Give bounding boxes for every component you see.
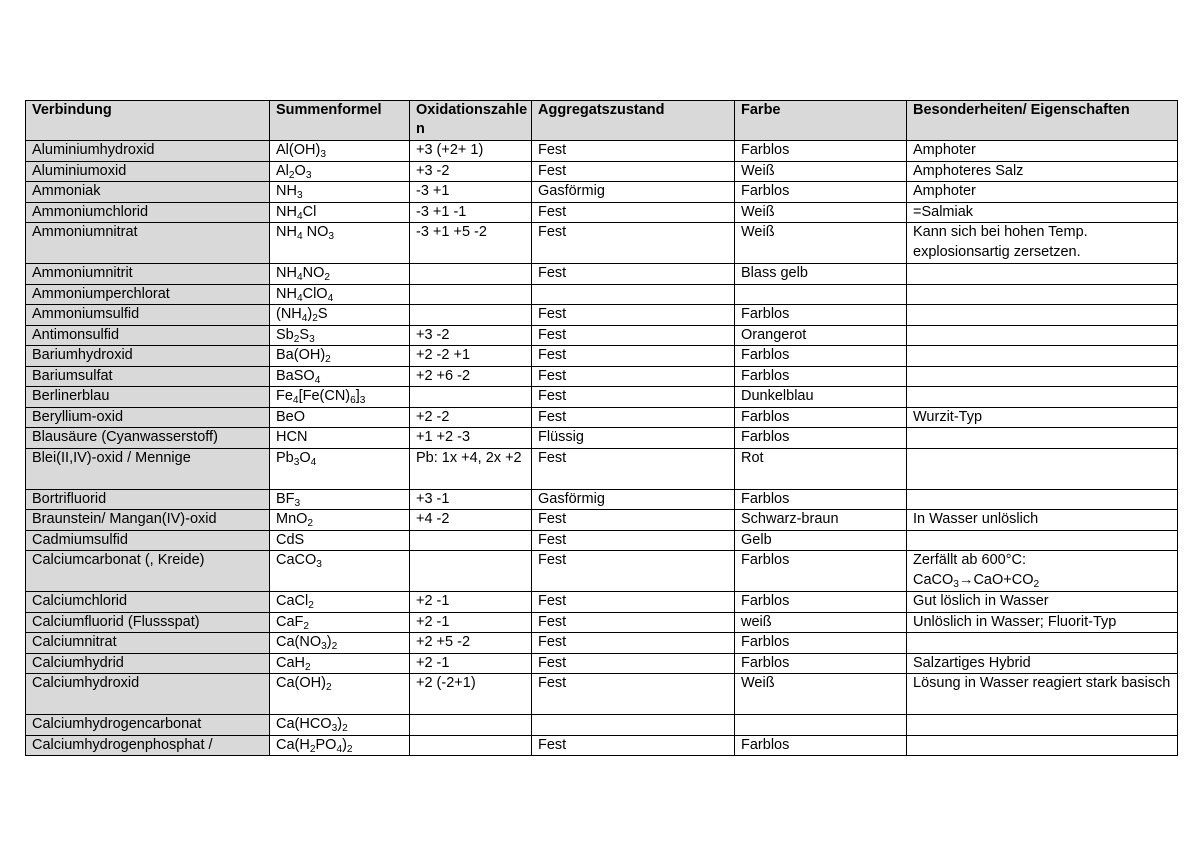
- cell-summenformel: [270, 489, 410, 510]
- cell-farbe: Blass gelb: [735, 264, 907, 285]
- cell-summenformel: [270, 387, 410, 408]
- formula-subscript: 2: [325, 354, 331, 366]
- cell-verbindung: Antimonsulfid: [26, 325, 270, 346]
- cell-farbe: Farblos: [735, 592, 907, 613]
- reaction-arrow-icon: →: [958, 571, 974, 588]
- cell-farbe: Farblos: [735, 489, 907, 510]
- formula-subscript: 4: [296, 231, 303, 243]
- compound-table: [25, 100, 1178, 756]
- cell-oxidationszahlen: -3 +1 +5 -2: [410, 223, 532, 264]
- formula-part: Ca(OH): [276, 675, 326, 691]
- table-row: [26, 366, 1178, 387]
- table-row: [26, 161, 1178, 182]
- cell-farbe: Schwarz-braun: [735, 510, 907, 531]
- cell-besonderheiten: Kann sich bei hohen Temp. explosionsartig zersetzen.: [907, 223, 1178, 264]
- cell-verbindung: Cadmiumsulfid: [26, 530, 270, 551]
- cell-besonderheiten: [907, 284, 1178, 305]
- cell-aggregatszustand: Fest: [532, 407, 735, 428]
- cell-besonderheiten: [907, 551, 1178, 592]
- cell-aggregatszustand: Fest: [532, 141, 735, 162]
- table-row: [26, 202, 1178, 223]
- table-row: [26, 305, 1178, 326]
- formula-part: ): [337, 716, 343, 732]
- formula-part: PO: [315, 736, 337, 753]
- table-body: [26, 141, 1178, 756]
- cell-aggregatszustand: Fest: [532, 161, 735, 182]
- cell-oxidationszahlen: +3 -2: [410, 161, 532, 182]
- table-row: [26, 428, 1178, 449]
- formula-part: CaCO: [276, 552, 317, 568]
- formula-subscript: 3: [305, 169, 312, 181]
- formula-subscript: 3: [294, 497, 301, 509]
- cell-oxidationszahlen: -3 +1: [410, 182, 532, 203]
- formula-part: Al(OH): [276, 142, 321, 158]
- cell-farbe: Rot: [735, 448, 907, 489]
- formula-part: Ca(HCO: [276, 716, 332, 732]
- cell-summenformel: [270, 202, 410, 223]
- cell-aggregatszustand: Fest: [532, 448, 735, 489]
- notes-line: Zerfällt ab 600°C:: [913, 552, 1026, 568]
- cell-besonderheiten: [907, 387, 1178, 408]
- table-row: [26, 653, 1178, 674]
- formula-subscript: 2: [346, 743, 353, 755]
- formula-part: NO: [302, 224, 329, 240]
- formula-part: ): [307, 306, 313, 322]
- cell-summenformel: [270, 305, 410, 326]
- formula-part: Ca(H: [276, 736, 310, 753]
- header-aggregatszustand: Aggregatszustand: [532, 101, 735, 141]
- cell-oxidationszahlen: +3 -2: [410, 325, 532, 346]
- cell-oxidationszahlen: +3 (+2+ 1): [410, 141, 532, 162]
- cell-farbe: Farblos: [735, 633, 907, 654]
- cell-besonderheiten: Salzartiges Hybrid: [907, 653, 1178, 674]
- cell-besonderheiten: [907, 715, 1178, 736]
- cell-oxidationszahlen: -3 +1 -1: [410, 202, 532, 223]
- header-besonderheiten: Besonderheiten/ Eigenschaften: [907, 101, 1178, 141]
- cell-aggregatszustand: Flüssig: [532, 428, 735, 449]
- cell-verbindung: Beryllium-oxid: [26, 407, 270, 428]
- formula-subscript: 4: [314, 374, 321, 386]
- cell-besonderheiten: [907, 366, 1178, 387]
- formula-part: Al: [276, 162, 289, 179]
- formula-subscript: 2: [309, 743, 316, 755]
- table-row: [26, 612, 1178, 633]
- cell-besonderheiten: [907, 735, 1178, 756]
- formula-part: CaH: [276, 654, 306, 671]
- cell-summenformel: [270, 551, 410, 592]
- formula-subscript: 2: [305, 661, 311, 673]
- cell-aggregatszustand: Fest: [532, 223, 735, 264]
- cell-besonderheiten: =Salmiak: [907, 202, 1178, 223]
- cell-besonderheiten: [907, 325, 1178, 346]
- formula-part: ]: [355, 388, 360, 404]
- cell-summenformel: [270, 735, 410, 756]
- cell-farbe: weiß: [735, 612, 907, 633]
- cell-farbe: Weiß: [735, 223, 907, 264]
- table-row: [26, 530, 1178, 551]
- cell-farbe: Farblos: [735, 182, 907, 203]
- cell-aggregatszustand: Fest: [532, 202, 735, 223]
- cell-besonderheiten: Amphoter: [907, 182, 1178, 203]
- formula-subscript: 4: [310, 456, 317, 468]
- cell-farbe: Orangerot: [735, 325, 907, 346]
- formula-part: Ca(NO: [276, 634, 322, 650]
- cell-oxidationszahlen: [410, 305, 532, 326]
- formula-subscript: 2: [324, 272, 330, 284]
- formula-part: (NH: [276, 306, 302, 322]
- table-row: [26, 264, 1178, 285]
- document-page: [25, 100, 1177, 756]
- formula-part: O: [294, 162, 306, 179]
- cell-summenformel: [270, 223, 410, 264]
- cell-farbe: Dunkelblau: [735, 387, 907, 408]
- formula-subscript: 2: [308, 600, 314, 612]
- formula-subscript: 2: [312, 313, 318, 325]
- table-row: [26, 735, 1178, 756]
- cell-verbindung: Calciumchlorid: [26, 592, 270, 613]
- table-row: [26, 551, 1178, 592]
- cell-farbe: Farblos: [735, 428, 907, 449]
- cell-besonderheiten: [907, 448, 1178, 489]
- cell-oxidationszahlen: [410, 264, 532, 285]
- cell-besonderheiten: Gut löslich in Wasser: [907, 592, 1178, 613]
- cell-aggregatszustand: Fest: [532, 387, 735, 408]
- formula-subscript: 3: [359, 395, 366, 407]
- formula-subscript: 2: [325, 682, 332, 694]
- table-row: [26, 223, 1178, 264]
- cell-oxidationszahlen: +4 -2: [410, 510, 532, 531]
- table-row: [26, 489, 1178, 510]
- formula-part: ): [342, 736, 347, 753]
- formula-part: CaF: [276, 613, 304, 630]
- cell-summenformel: [270, 715, 410, 736]
- formula-subscript: 4: [336, 743, 343, 755]
- cell-farbe: Weiß: [735, 161, 907, 182]
- cell-farbe: Weiß: [735, 674, 907, 715]
- cell-aggregatszustand: Fest: [532, 510, 735, 531]
- cell-verbindung: Ammoniumnitrit: [26, 264, 270, 285]
- cell-besonderheiten: [907, 346, 1178, 367]
- formula-subscript: 4: [327, 292, 334, 304]
- formula-part: CaCO: [913, 571, 954, 588]
- cell-aggregatszustand: Fest: [532, 346, 735, 367]
- cell-oxidationszahlen: +2 -2 +1: [410, 346, 532, 367]
- formula-subscript: 3: [296, 190, 303, 202]
- cell-farbe: Farblos: [735, 141, 907, 162]
- formula-subscript: 3: [309, 333, 315, 345]
- formula-part: CdS: [276, 531, 305, 548]
- formula-subscript: 2: [288, 169, 295, 181]
- cell-summenformel: [270, 161, 410, 182]
- formula-subscript: 2: [331, 641, 338, 653]
- cell-besonderheiten: Amphoteres Salz: [907, 161, 1178, 182]
- cell-summenformel: [270, 653, 410, 674]
- table-row: [26, 448, 1178, 489]
- table-row: [26, 592, 1178, 613]
- cell-verbindung: Ammoniumperchlorat: [26, 284, 270, 305]
- cell-summenformel: [270, 407, 410, 428]
- cell-oxidationszahlen: [410, 551, 532, 592]
- cell-oxidationszahlen: +2 +5 -2: [410, 633, 532, 654]
- formula-part: BaSO: [276, 367, 315, 384]
- cell-besonderheiten: [907, 264, 1178, 285]
- header-row: [26, 101, 1178, 141]
- formula-part: Sb: [276, 326, 294, 343]
- cell-besonderheiten: Wurzit-Typ: [907, 407, 1178, 428]
- formula-subscript: 2: [342, 723, 348, 735]
- cell-aggregatszustand: Gasförmig: [532, 489, 735, 510]
- cell-farbe: Farblos: [735, 551, 907, 592]
- cell-oxidationszahlen: +2 -2: [410, 407, 532, 428]
- formula-part: NO: [302, 265, 325, 281]
- cell-farbe: Farblos: [735, 366, 907, 387]
- cell-summenformel: [270, 592, 410, 613]
- formula-subscript: 3: [331, 723, 338, 735]
- cell-verbindung: Aluminiumhydroxid: [26, 141, 270, 162]
- cell-besonderheiten: [907, 530, 1178, 551]
- cell-verbindung: Braunstein/ Mangan(IV)-oxid: [26, 510, 270, 531]
- cell-oxidationszahlen: +2 -1: [410, 592, 532, 613]
- cell-besonderheiten: Amphoter: [907, 141, 1178, 162]
- cell-verbindung: Bortrifluorid: [26, 489, 270, 510]
- formula-subscript: 3: [320, 149, 326, 161]
- cell-verbindung: Calciumhydrogencarbonat: [26, 715, 270, 736]
- formula-part: CaCl: [276, 593, 309, 609]
- formula-subscript: 4: [301, 313, 308, 325]
- table-row: [26, 387, 1178, 408]
- formula-part: ClO: [302, 285, 328, 302]
- cell-aggregatszustand: [532, 284, 735, 305]
- cell-summenformel: [270, 428, 410, 449]
- cell-summenformel: [270, 284, 410, 305]
- cell-oxidationszahlen: +1 +2 -3: [410, 428, 532, 449]
- formula-subscript: 4: [296, 210, 303, 222]
- cell-oxidationszahlen: +2 -1: [410, 653, 532, 674]
- cell-besonderheiten: [907, 305, 1178, 326]
- cell-verbindung: Bariumhydroxid: [26, 346, 270, 367]
- cell-verbindung: Aluminiumoxid: [26, 161, 270, 182]
- cell-farbe: [735, 284, 907, 305]
- cell-aggregatszustand: Fest: [532, 735, 735, 756]
- table-row: [26, 346, 1178, 367]
- formula-part: O: [299, 449, 311, 466]
- cell-verbindung: Calciumnitrat: [26, 633, 270, 654]
- cell-verbindung: Ammoniumsulfid: [26, 305, 270, 326]
- formula-subscript: 3: [953, 578, 959, 590]
- formula-part: S: [317, 306, 328, 322]
- cell-verbindung: Ammoniak: [26, 182, 270, 203]
- formula-part: NH: [276, 224, 297, 240]
- formula-part: Fe: [276, 388, 293, 404]
- cell-besonderheiten: In Wasser unlöslich: [907, 510, 1178, 531]
- cell-farbe: [735, 715, 907, 736]
- header-verbindung: Verbindung: [26, 101, 270, 141]
- cell-besonderheiten: Lösung in Wasser reagiert stark basisch: [907, 674, 1178, 715]
- formula-part: Ba(OH): [276, 347, 326, 363]
- cell-farbe: Farblos: [735, 735, 907, 756]
- formula-subscript: 6: [350, 395, 356, 407]
- formula-part: ): [326, 634, 332, 650]
- formula-part: HCN: [276, 429, 308, 445]
- cell-oxidationszahlen: [410, 735, 532, 756]
- cell-oxidationszahlen: +2 +6 -2: [410, 366, 532, 387]
- cell-aggregatszustand: Fest: [532, 653, 735, 674]
- formula-subscript: 2: [303, 620, 310, 632]
- cell-oxidationszahlen: [410, 715, 532, 736]
- cell-verbindung: Berlinerblau: [26, 387, 270, 408]
- formula-subscript: 4: [296, 272, 303, 284]
- cell-summenformel: [270, 612, 410, 633]
- table-row: [26, 325, 1178, 346]
- cell-aggregatszustand: Fest: [532, 551, 735, 592]
- cell-farbe: Gelb: [735, 530, 907, 551]
- cell-summenformel: [270, 182, 410, 203]
- formula-subscript: 2: [293, 333, 300, 345]
- cell-summenformel: [270, 346, 410, 367]
- header-farbe: Farbe: [735, 101, 907, 141]
- cell-besonderheiten: [907, 633, 1178, 654]
- formula-part: Cl: [302, 203, 317, 220]
- cell-aggregatszustand: Fest: [532, 264, 735, 285]
- cell-summenformel: [270, 366, 410, 387]
- cell-oxidationszahlen: [410, 530, 532, 551]
- formula-part: BeO: [276, 408, 306, 425]
- cell-aggregatszustand: Fest: [532, 530, 735, 551]
- cell-farbe: Farblos: [735, 653, 907, 674]
- formula-subscript: 3: [328, 231, 335, 243]
- formula-subscript: 3: [293, 456, 300, 468]
- formula-part: MnO: [276, 511, 308, 527]
- table-row: [26, 633, 1178, 654]
- formula-part: NH: [276, 285, 297, 302]
- table-row: [26, 510, 1178, 531]
- header-summenformel: Summenformel: [270, 101, 410, 141]
- cell-oxidationszahlen: [410, 284, 532, 305]
- cell-aggregatszustand: Fest: [532, 325, 735, 346]
- cell-oxidationszahlen: Pb: 1x +4, 2x +2: [410, 448, 532, 489]
- table-row: [26, 715, 1178, 736]
- cell-farbe: Farblos: [735, 305, 907, 326]
- formula-subscript: 4: [292, 395, 299, 407]
- formula-part: CaO+CO: [973, 571, 1034, 588]
- cell-besonderheiten: Unlöslich in Wasser; Fluorit-Typ: [907, 612, 1178, 633]
- formula-part: S: [299, 326, 310, 343]
- cell-summenformel: [270, 633, 410, 654]
- cell-besonderheiten: [907, 428, 1178, 449]
- cell-aggregatszustand: Fest: [532, 612, 735, 633]
- formula-part: Pb: [276, 449, 294, 466]
- cell-aggregatszustand: Fest: [532, 366, 735, 387]
- cell-verbindung: Calciumhydrogenphosphat /: [26, 735, 270, 756]
- formula-subscript: 2: [1033, 578, 1040, 590]
- cell-aggregatszustand: [532, 715, 735, 736]
- cell-farbe: Farblos: [735, 346, 907, 367]
- formula-part: NH: [276, 183, 297, 199]
- cell-verbindung: Calciumfluorid (Flussspat): [26, 612, 270, 633]
- formula-part: BF: [276, 490, 295, 507]
- formula-subscript: 2: [307, 518, 314, 530]
- table-row: [26, 407, 1178, 428]
- formula-part: [Fe(CN): [298, 388, 351, 404]
- formula-subscript: 4: [296, 292, 303, 304]
- cell-verbindung: Calciumcarbonat (, Kreide): [26, 551, 270, 592]
- cell-verbindung: Blausäure (Cyanwasserstoff): [26, 428, 270, 449]
- cell-verbindung: Ammoniumnitrat: [26, 223, 270, 264]
- formula-part: NH: [276, 203, 297, 220]
- table-row: [26, 674, 1178, 715]
- cell-aggregatszustand: Fest: [532, 674, 735, 715]
- cell-besonderheiten: [907, 489, 1178, 510]
- cell-summenformel: [270, 674, 410, 715]
- cell-oxidationszahlen: +2 (-2+1): [410, 674, 532, 715]
- cell-summenformel: [270, 141, 410, 162]
- cell-oxidationszahlen: +2 -1: [410, 612, 532, 633]
- cell-verbindung: Ammoniumchlorid: [26, 202, 270, 223]
- table-row: [26, 141, 1178, 162]
- table-row: [26, 182, 1178, 203]
- cell-summenformel: [270, 530, 410, 551]
- cell-aggregatszustand: Fest: [532, 592, 735, 613]
- cell-summenformel: [270, 264, 410, 285]
- reaction-equation: [913, 571, 1177, 591]
- cell-aggregatszustand: Fest: [532, 305, 735, 326]
- cell-summenformel: [270, 448, 410, 489]
- cell-oxidationszahlen: +3 -1: [410, 489, 532, 510]
- cell-oxidationszahlen: [410, 387, 532, 408]
- header-oxidationszahlen: Oxidationszahlen: [410, 101, 532, 141]
- cell-verbindung: Bariumsulfat: [26, 366, 270, 387]
- cell-verbindung: Blei(II,IV)-oxid / Mennige: [26, 448, 270, 489]
- cell-verbindung: Calciumhydrid: [26, 653, 270, 674]
- formula-subscript: 3: [316, 559, 322, 571]
- cell-summenformel: [270, 510, 410, 531]
- cell-aggregatszustand: Gasförmig: [532, 182, 735, 203]
- cell-verbindung: Calciumhydroxid: [26, 674, 270, 715]
- formula-part: NH: [276, 265, 297, 281]
- formula-subscript: 3: [321, 641, 327, 653]
- cell-summenformel: [270, 325, 410, 346]
- cell-farbe: Farblos: [735, 407, 907, 428]
- cell-aggregatszustand: Fest: [532, 633, 735, 654]
- table-row: [26, 284, 1178, 305]
- cell-farbe: Weiß: [735, 202, 907, 223]
